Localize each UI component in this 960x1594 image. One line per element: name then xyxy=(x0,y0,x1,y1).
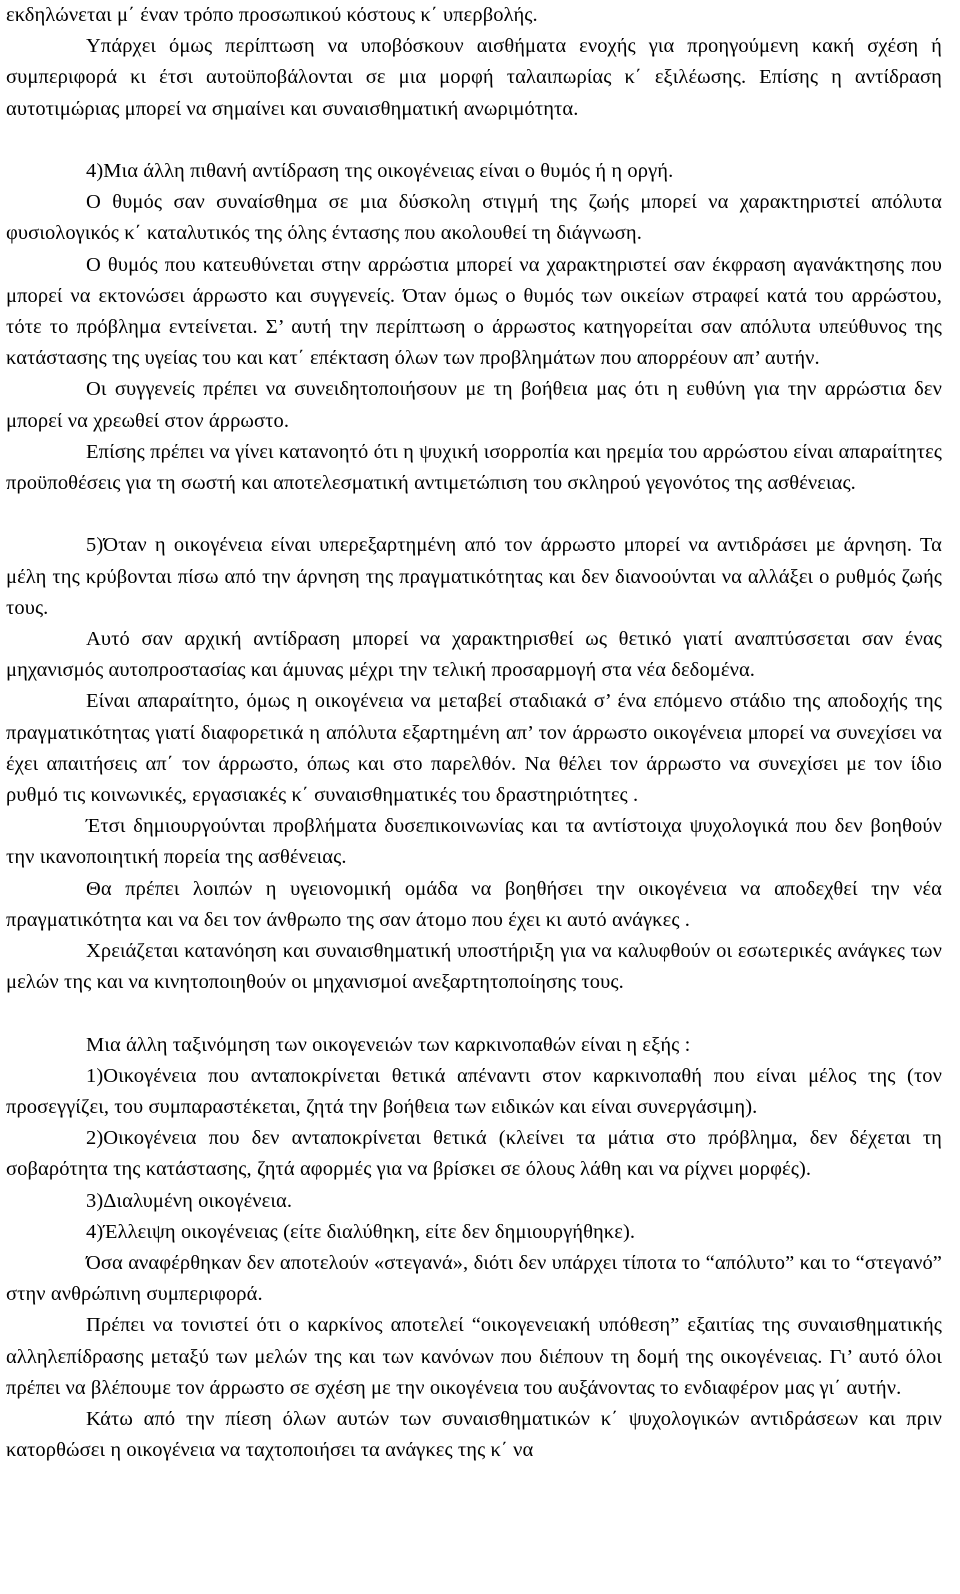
paragraph-gap xyxy=(6,499,942,530)
paragraph-5: Οι συγγενείς πρέπει να συνειδητοποιήσουν με τη βοήθεια μας ότι η ευθύνη για την αρρώστια δεν μπορεί να χρεωθεί στον άρρωστο. xyxy=(6,378,942,432)
classification-item-2: 2)Οικογένεια που δεν ανταποκρίνεται θετικά (κλείνει τα μάτια στο πρόβλημα, δεν δέχεται τη σοβαρότητα της κατάστασης, ζητά αφορμές για να βρίσκει σε όλους λάθη και να ρίχνει μορφές). xyxy=(6,1127,942,1181)
section-heading-5: 5)Όταν η οικογένεια είναι υπερεξαρτημένη από τον άρρωστο μπορεί να αντιδράσει με άρνηση. Τα μέλη της κρύβονται πίσω από την άρνηση της πραγματικότητας και δεν διανοούνται να αλλάξει ο ρυθμός ζωής τους. xyxy=(6,534,942,619)
paragraph-12: Όσα αναφέρθηκαν δεν αποτελούν «στεγανά», διότι δεν υπάρχει τίποτα το “απόλυτο” και το “στεγανό” στην ανθρώπινη συμπεριφορά. xyxy=(6,1252,942,1306)
paragraph-6: Επίσης πρέπει να γίνει κατανοητό ότι η ψυχική ισορροπία και ηρεμία του αρρώστου είναι απαραίτητες προϋποθέσεις για τη σωστή και αποτελεσματική αντιμετώπιση του σκληρού γεγονότος της ασθένειας. xyxy=(6,440,942,495)
classification-item-1: 1)Οικογένεια που ανταποκρίνεται θετικά απέναντι στον καρκινοπαθή που είναι μέλος της (τον προσεγγίζει, του συμπαραστέκεται, ζητά την βοήθεια των ειδικών και είναι συνεργάσιμη). xyxy=(6,1064,942,1119)
paragraph-4: Ο θυμός που κατευθύνεται στην αρρώστια μπορεί να χαρακτηριστεί σαν έκφραση αγανάκτησης που μπορεί να εκτονώσει άρρωστο και συγγενείς. Όταν όμως ο θυμός των οικείων στραφεί κατά του αρρώστου, τότε το πρόβλημα εντείνεται. Σ’ αυτή την περίπτωση ο άρρωστος κατηγορείται σαν απόλυτα υπεύθυνος της κατάστασης της υγείας του και κατ΄ επέκταση όλων των προβλημάτων που απορρέουν απ’ αυτήν. xyxy=(6,253,942,370)
paragraph-gap xyxy=(6,998,942,1029)
paragraph-2: Υπάρχει όμως περίπτωση να υποβόσκουν αισθήματα ενοχής για προηγούμενη κακή σχέση ή συμπεριφορά κι έτσι αυτοϋποβάλονται σε μια μορφή ταλαιπωρίας κ΄ εξιλέωσης. Επίσης η αντίδραση αυτοτιμώριας μπορεί να σημαίνει και συναισθηματική ανωριμότητα. xyxy=(6,35,942,120)
paragraph-7: Αυτό σαν αρχική αντίδραση μπορεί να χαρακτηρισθεί ως θετικό γιατί αναπτύσσεται σαν ένας μηχανισμός αυτοπροστασίας και άμυνας μέχρι την τελική προσαρμογή στα νέα δεδομένα. xyxy=(6,628,942,682)
paragraph-14: Κάτω από την πίεση όλων αυτών των συναισθηματικών κ΄ ψυχολογικών αντιδράσεων και πριν κατορθώσει η οικογένεια να ταχτοποιήσει τα ανάγκες της κ΄ να xyxy=(6,1408,942,1462)
document-page xyxy=(6,0,942,1467)
paragraph-8: Είναι απαραίτητο, όμως η οικογένεια να μεταβεί σταδιακά σ’ ένα επόμενο στάδιο της αποδοχής της πραγματικότητας γιατί διαφορετικά η απόλυτα εξαρτημένη απ’ τον άρρωστο οικογένεια μπορεί να συνεχίσει να έχει απαιτήσεις απ΄ τον άρρωστο, όπως και στο παρελθόν. Να θέλει τον άρρωστο να συνεχίσει με τον ίδιο ρυθμό τις κοινωνικές, εργασιακές κ΄ συναισθηματικές του δραστηριότητες . xyxy=(6,690,942,807)
classification-item-3: 3)Διαλυμένη οικογένεια. xyxy=(86,1189,293,1212)
paragraph-10: Θα πρέπει λοιπών η υγειονομική ομάδα να βοηθήσει την οικογένεια να αποδεχθεί την νέα πραγματικότητα και να δει τον άνθρωπο της σαν άτομο που έχει κι αυτό ανάγκες . xyxy=(6,877,942,931)
paragraph-3: Ο θυμός σαν συναίσθημα σε μια δύσκολη στιγμή της ζωής μπορεί να χαρακτηριστεί απόλυτα φυσιολογικός κ΄ καταλυτικός της όλης έντασης που ακολουθεί τη διάγνωση. xyxy=(6,191,942,245)
classification-item-4: 4)Έλλειψη οικογένειας (είτε διαλύθηκη, είτε δεν δημιουργήθηκε). xyxy=(86,1220,636,1243)
paragraph-9: Έτσι δημιουργούνται προβλήματα δυσεπικοινωνίας και τα αντίστοιχα ψυχολογικά που δεν βοηθούν την ικανοποιητική πορεία της ασθένειας. xyxy=(6,815,942,869)
paragraph-gap xyxy=(6,125,942,156)
paragraph-13: Πρέπει να τονιστεί ότι ο καρκίνος αποτελεί “οικογενειακή υπόθεση” εξαιτίας της συναισθηματικής αλληλεπίδρασης μεταξύ των μελών της και των κανόνων που διέπουν τη δομή της οικογένειας. Γι’ αυτό όλοι πρέπει να βλέπουμε τον άρρωστο σε σχέση με την οικογένεια του αυξάνοντας το ενδιαφέρον μας γι΄ αυτήν. xyxy=(6,1314,942,1399)
classification-intro: Μια άλλη ταξινόμηση των οικογενειών των καρκινοπαθών είναι η εξής : xyxy=(86,1033,691,1056)
paragraph-1: εκδηλώνεται μ΄ έναν τρόπο προσωπικού κόστους κ΄ υπερβολής. xyxy=(6,4,538,26)
section-heading-4: 4)Μια άλλη πιθανή αντίδραση της οικογένειας είναι ο θυμός ή η οργή. xyxy=(86,160,674,182)
paragraph-11: Χρειάζεται κατανόηση και συναισθηματική υποστήριξη για να καλυφθούν οι εσωτερικές ανάγκες των μελών της και να κινητοποιηθούν οι μηχανισμοί ανεξαρτητοποίησης τους. xyxy=(6,940,942,994)
